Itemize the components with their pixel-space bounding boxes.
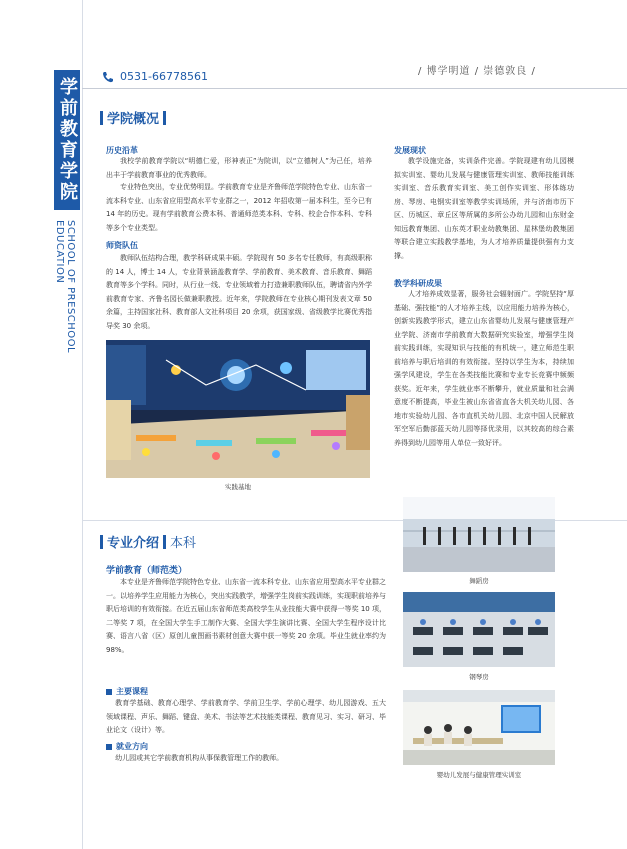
header-divider: [82, 88, 627, 89]
training-room-caption: 婴幼儿发展与健康管理实训室: [436, 771, 522, 779]
research-paragraph: 人才培养成效显著，服务社会辐射面广。学院坚持“厚基础、强技能”的人才培养主线，以应用能力培养为核心，创新实践教学形式，建立山东省婴幼儿发展与健康管理产业学院、济南市学前教育大数据研究实验室，增强学生岗前实践训练，实现知识与技能的有机统一，建立师范生职前培养与职后培训的有效衔接。坚持以学生为本，持续加强学风建设，学生在各类技能比赛和专业专长竞赛中频频获奖。近年来，学生就业率不断攀升，就业质量和社会满意度不断提高，毕业生被山东省省直各大机关幼儿园、各地市实验幼儿园、各市直机关幼儿园、北京中国人民解放军空军后勤部蓝天幼儿园等择优录用，以其较高的综合素养得到幼儿园等用人单位一致好评。: [394, 290, 574, 447]
piano-room-caption: 钢琴房: [469, 673, 489, 681]
history-paragraph-1: 我校学前教育学院以“明德仁爱，形神表正”为院训，以“立德树人”为己任，培养出丰于学前教育事业的优秀教师。: [106, 157, 372, 179]
bullet-square-icon: [106, 744, 112, 750]
employment-title: 就业方向: [116, 742, 148, 751]
history-paragraph-2: 专业特色突出，专业优势明显。学前教育专业是齐鲁师范学院特色专业、山东省一流本科专业、山东省应用型高水平专业群之一，2012 年招收第一届本科生，至今已有 14 年的历史。现有学前教育公费本科、普通师范类本科、专科、校企合作本科、专科等多个专业类型。: [106, 183, 372, 232]
majors-heading-sub: 本科: [170, 536, 197, 551]
teachers-paragraph: 教师队伍结构合理，教学科研成果丰硕。学院现有 50 多名专任教师，有高级职称的 14 人，博士 14 人，专业背景涵盖教育学、学前教育、美术教育、音乐教育、舞蹈教育等多个学科。同时，从行业一线、专业领域着力打造兼职教师队伍，聘请省内外学前教育专家、齐鲁名园长做兼职教授。近年来，学院教师在专业核心期刊发表文章 50 余篇，主持国家社科、教育部人文社科项目 20 余项，获国家级、省级教学比赛优秀指导奖 30 余项。: [106, 254, 372, 330]
school-motto: / 博学明道 / 崇德敦良 /: [418, 66, 536, 77]
employment-heading: [106, 741, 148, 752]
sidebar-subtitle-en: SCHOOL OF PRESCHOOL EDUCATION: [54, 220, 76, 354]
heading-bar: [163, 111, 166, 125]
sidebar-title-box: [54, 70, 80, 210]
overview-heading-text: 学院概况: [107, 112, 160, 127]
majors-heading: [100, 532, 196, 551]
heading-bar: [163, 535, 166, 549]
phone-icon: [102, 71, 114, 83]
history-title: 历史沿革: [106, 146, 138, 155]
sidebar-title: 学前教育学院: [57, 77, 78, 203]
teachers-title: 师资队伍: [106, 241, 138, 250]
dance-room-photo: [403, 497, 555, 572]
practice-base-photo: [106, 340, 370, 478]
left-margin-line: [82, 0, 83, 849]
heading-bar: [100, 111, 103, 125]
heading-bar: [100, 535, 103, 549]
major-paragraph: 本专业是齐鲁师范学院特色专业、山东省一流本科专业、山东省应用型高水平专业群之一。以培养学生应用能力为核心，突出实践教学，增强学生岗前实践训练，实现职前培养与职后培训的有效衔接。在近五届山东省师范类高校学生从业技能大赛中获得一等奖 10 项，二等奖 7 项，在全国大学生手工制作大赛、全国大学生演讲比赛、全国大学生程序设计比赛、语言八省（区）原创儿童图画书素材创意大赛中获一等奖 20 余项。毕业生就业率约为 98%。: [106, 578, 386, 654]
piano-room-photo: [403, 592, 555, 667]
overview-heading: [100, 108, 166, 127]
development-paragraph: 教学设施完备，实训条件完善。学院现建有幼儿园模拟实训室、婴幼儿发展与健康管理实训室、教师技能训练实训室、音乐教育实训室、美工创作实训室、形体练功房、琴房、电钢实训室等教学实训场所，并与济南市历下区、历城区、章丘区等所属的多所公办幼儿园和山东财金知远教育集团、山东英才职业幼教集团、星林堡幼教集团等联合建立实践教学基地，为人才培养质量提供强有力支撑。: [394, 157, 574, 260]
training-room-photo: [403, 690, 555, 765]
majors-heading-text: 专业介绍: [107, 536, 160, 551]
employment-text: 幼儿园或其它学前教育机构从事保教管理工作的教师。: [115, 754, 284, 762]
research-title: 教学科研成果: [394, 279, 442, 288]
development-title: 发展现状: [394, 146, 426, 155]
bullet-square-icon: [106, 689, 112, 695]
dance-room-caption: 舞蹈房: [469, 577, 489, 585]
major-title: 学前教育（师范类）: [106, 566, 188, 576]
courses-text: 教育学基础、教育心理学、学前教育学、学前卫生学、学前心理学、幼儿园游戏、五大领域课程、声乐、舞蹈、键盘、美术、书法等艺术技能类课程、教育见习、实习、研习、毕业论文（设计）等。: [106, 699, 386, 734]
practice-base-caption: 实践基地: [225, 483, 251, 491]
phone-contact: [102, 70, 208, 83]
phone-number: 0531-66778561: [120, 70, 208, 83]
courses-heading: [106, 686, 148, 697]
courses-title: 主要课程: [116, 687, 148, 696]
